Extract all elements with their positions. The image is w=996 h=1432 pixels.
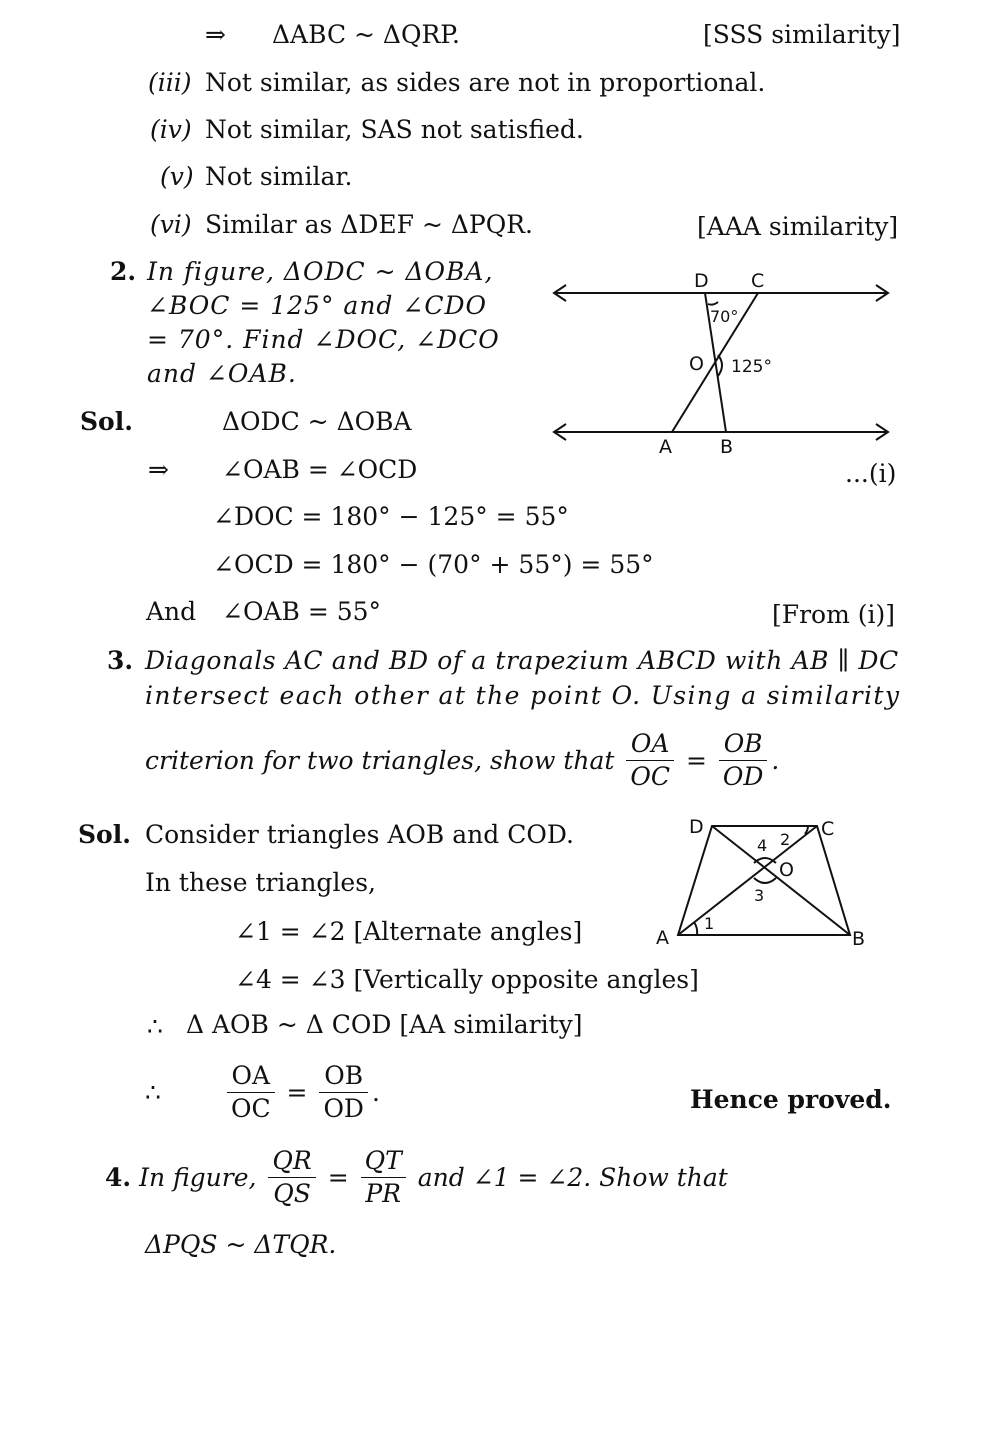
question-text: and ∠1 = ∠2. Show that <box>417 1163 728 1192</box>
question-text: In figure, <box>139 1163 257 1192</box>
solution-step: ΔODC ~ ΔOBA <box>222 407 412 436</box>
angle-label: 125° <box>731 357 772 377</box>
implies-arrow: ⇒ <box>148 455 169 484</box>
question-text: ∠BOC = 125° and ∠CDO <box>147 291 487 320</box>
equation-ref: [From (i)] <box>772 600 896 629</box>
fraction: $\frac{QT}{PR}$ <box>361 1145 406 1210</box>
solution-step: ∠OAB = 55° <box>222 597 382 626</box>
question-text: = 70°. Find ∠DOC, ∠DCO <box>147 325 500 354</box>
solution-step: Δ AOB ~ Δ COD [AA similarity] <box>186 1010 583 1039</box>
solution-step: ∠DOC = 180° − 125° = 55° <box>213 502 569 531</box>
reason: [AAA similarity] <box>697 212 899 241</box>
reason: [SSS similarity] <box>703 20 901 49</box>
label-d: D <box>694 270 709 292</box>
implies-arrow: ⇒ <box>205 20 226 49</box>
question-text: intersect each other at the point O. Using a similarity <box>145 681 901 710</box>
solution-step: In these triangles, <box>145 868 377 897</box>
and-word: And <box>146 597 197 626</box>
item-number: (iv) <box>150 115 192 144</box>
answer-text: Not similar, as sides are not in proportional. <box>205 68 766 97</box>
label-c: C <box>821 818 835 840</box>
fraction: $\frac{OA}{OC}$ <box>626 728 674 793</box>
solution-step: ∠OAB = ∠OCD <box>222 455 418 484</box>
solution-step: ∠4 = ∠3 [Vertically opposite angles] <box>235 965 699 994</box>
question-number: 3. <box>107 646 134 675</box>
question-text: criterion for two triangles, show that <box>145 746 615 775</box>
solution-step: ∠OCD = 180° − (70° + 55°) = 55° <box>213 550 654 579</box>
solution-label: Sol. <box>80 407 133 436</box>
equals-sign: = <box>685 746 707 775</box>
equals-sign: = <box>327 1163 349 1192</box>
fraction: $\frac{OB}{OD}$ <box>719 728 768 793</box>
item-number: (v) <box>160 162 194 191</box>
fraction: $\frac{QR}{QS}$ <box>268 1145 315 1210</box>
label-o: O <box>689 353 704 375</box>
solution-step: ∠1 = ∠2 [Alternate angles] <box>235 917 583 946</box>
question-text-with-fraction: criterion for two triangles, show that $\frac{OA}{OC}$ = $\frac{OB}{OD}$ . <box>145 729 780 791</box>
question-4 <box>105 1145 728 1210</box>
label-b: B <box>720 436 734 458</box>
item-number: (iii) <box>148 68 192 97</box>
therefore-sign: ∴ <box>147 1012 163 1041</box>
angle-label: 70° <box>710 307 739 326</box>
solution-label: Sol. <box>78 820 131 849</box>
item-number: (vi) <box>150 210 192 239</box>
equation-ref: ...(i) <box>845 459 897 488</box>
label-a: A <box>659 436 672 458</box>
fraction: $\frac{OA}{OC}$ <box>227 1060 275 1125</box>
question-text: Diagonals AC and BD of a trapezium ABCD with AB ∥ DC <box>145 646 899 675</box>
label-o: O <box>779 859 794 881</box>
label-d: D <box>689 816 704 838</box>
equation: ΔABC ~ ΔQRP. <box>272 20 460 49</box>
angle-4: 4 <box>757 836 768 855</box>
answer-text: Not similar, SAS not satisfied. <box>205 115 584 144</box>
label-c: C <box>751 270 765 292</box>
solution-step: Consider triangles AOB and COD. <box>145 820 574 849</box>
label-b: B <box>852 928 866 950</box>
question-number: 4. <box>105 1163 132 1192</box>
label-a: A <box>656 927 669 949</box>
question-text: In figure, ΔODC ~ ΔOBA, <box>147 257 494 286</box>
answer-text: Similar as ΔDEF ~ ΔPQR. <box>205 210 533 239</box>
angle-2: 2 <box>780 830 791 849</box>
equals-sign: = <box>286 1078 308 1107</box>
angle-1: 1 <box>704 914 715 933</box>
therefore-sign: ∴ <box>145 1078 161 1107</box>
fraction-equation: ∴ $\frac{OA}{OC}$ = $\frac{OB}{OD}$ . <box>145 1061 380 1123</box>
question-number: 2. <box>110 257 137 286</box>
conclusion: Hence proved. <box>690 1085 892 1114</box>
question-text: ΔPQS ~ ΔTQR. <box>145 1230 337 1259</box>
question-text: and ∠OAB. <box>147 359 297 388</box>
angle-3: 3 <box>754 886 765 905</box>
answer-text: Not similar. <box>205 162 353 191</box>
fraction: $\frac{OB}{OD}$ <box>319 1060 368 1125</box>
